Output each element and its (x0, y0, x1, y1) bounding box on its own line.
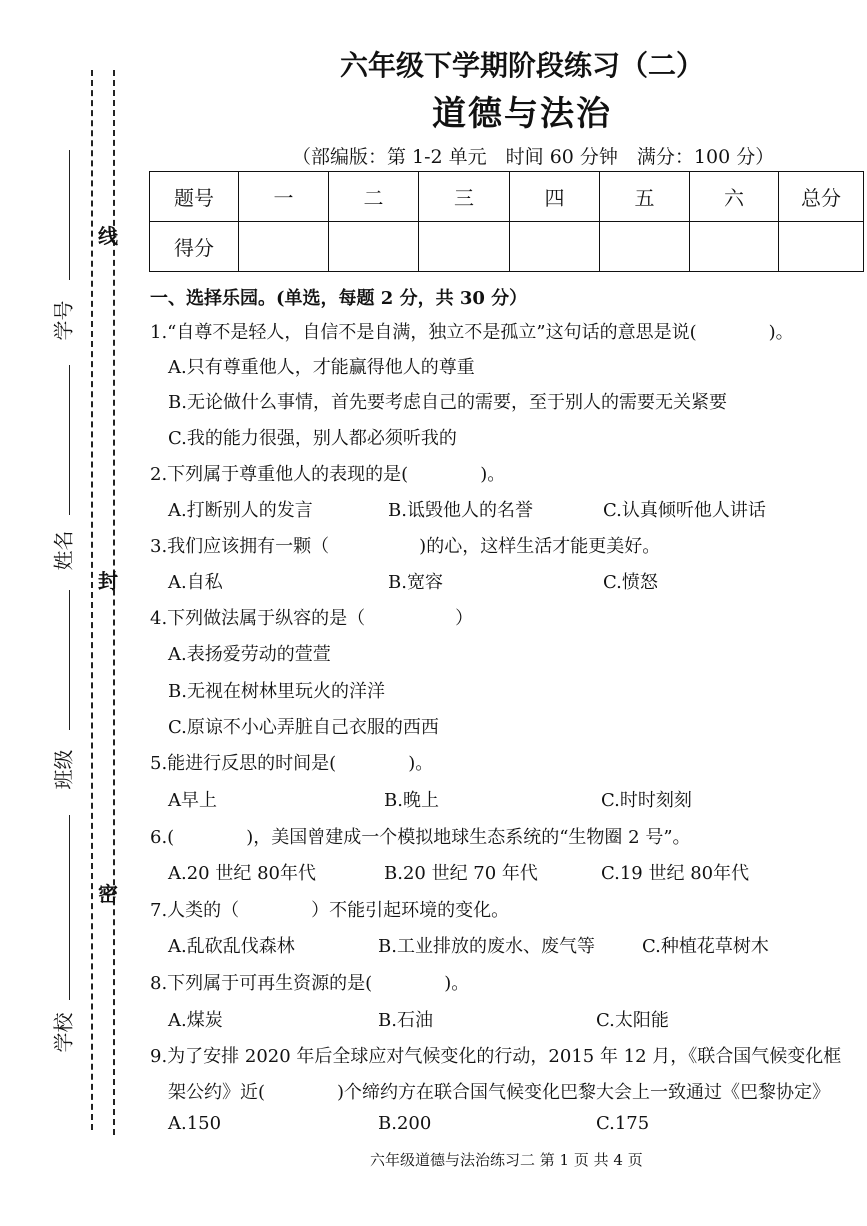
option-c: C.19 世纪 80年代 (601, 863, 750, 884)
score-cell[interactable] (600, 222, 690, 272)
score-header-cell: 一 (239, 172, 329, 222)
section-title: 一、选择乐园。(单选，每题 2 分，共 30 分） (150, 288, 528, 309)
question-stem: 8.下列属于可再生资源的是( )。 (150, 973, 470, 994)
option-c: C.原谅不小心弄脏自己衣服的西西 (168, 717, 439, 738)
option-b: B.晚上 (384, 790, 439, 811)
score-cell[interactable] (239, 222, 329, 272)
option-c: C.我的能力很强，别人都必须听我的 (168, 428, 457, 449)
score-header-cell: 二 (329, 172, 419, 222)
school-blank[interactable] (69, 815, 70, 1000)
score-cell[interactable] (329, 222, 419, 272)
seal-word-feng: 封 (98, 569, 118, 593)
option-a: A.乱砍乱伐森林 (168, 936, 295, 957)
side-label-student-id: 学号 (51, 300, 76, 341)
class-blank[interactable] (69, 590, 70, 730)
option-b: B.诋毁他人的名誉 (388, 500, 533, 521)
option-a: A.只有尊重他人，才能赢得他人的尊重 (168, 357, 475, 378)
exam-title: 六年级下学期阶段练习（二） (340, 49, 705, 82)
side-label-name: 姓名 (51, 530, 76, 571)
option-b: B.石油 (378, 1010, 433, 1031)
option-b: B.无论做什么事情，首先要考虑自己的需要，至于别人的需要无关紧要 (168, 392, 727, 413)
subject-title: 道德与法治 (432, 94, 612, 134)
option-b: B.无视在树林里玩火的洋洋 (168, 681, 385, 702)
score-table-score-row (150, 222, 864, 272)
question-stem: 2.下列属于尊重他人的表现的是( )。 (150, 464, 506, 485)
question-stem-continued: 架公约》近( )个缔约方在联合国气候变化巴黎大会上一致通过《巴黎协定》 (168, 1082, 831, 1103)
question-stem: 9.为了安排 2020 年后全球应对气候变化的行动，2015 年 12 月，《联合国气候变化框 (150, 1046, 842, 1067)
option-c: C.种植花草树木 (642, 936, 769, 957)
option-a: A.打断别人的发言 (168, 500, 313, 521)
score-cell[interactable] (510, 222, 600, 272)
option-b: B.20 世纪 70 年代 (384, 863, 538, 884)
score-table (149, 171, 864, 272)
option-a: A.150 (168, 1113, 222, 1134)
score-cell[interactable] (690, 222, 779, 272)
binding-dashed-line-outer (91, 70, 93, 1130)
name-blank[interactable] (69, 365, 70, 515)
question-stem: 3.我们应该拥有一颗（ )的心，这样生活才能更美好。 (150, 536, 661, 557)
option-b: B.200 (378, 1113, 432, 1134)
score-cell[interactable] (779, 222, 864, 272)
score-header-cell: 五 (600, 172, 690, 222)
option-c: C.时时刻刻 (601, 790, 692, 811)
option-a: A早上 (168, 790, 217, 811)
score-row-label: 得分 (150, 222, 239, 272)
option-a: A.煤炭 (168, 1010, 223, 1031)
option-b: B.工业排放的废水、废气等 (378, 936, 595, 957)
question-stem: 5.能进行反思的时间是( )。 (150, 753, 434, 774)
seal-word-xian: 线 (98, 224, 118, 248)
question-stem: 7.人类的（ ）不能引起环境的变化。 (150, 900, 510, 921)
score-header-cell: 总分 (779, 172, 864, 222)
option-c: C.太阳能 (596, 1010, 669, 1031)
option-c: C.175 (596, 1113, 650, 1134)
option-a: A.表扬爱劳动的萱萱 (168, 644, 331, 665)
score-header-cell: 三 (419, 172, 510, 222)
option-b: B.宽容 (388, 572, 443, 593)
option-a: A.自私 (168, 572, 223, 593)
option-a: A.20 世纪 80年代 (168, 863, 316, 884)
question-stem: 4.下列做法属于纵容的是（ ） (150, 608, 474, 629)
score-cell[interactable] (419, 222, 510, 272)
score-header-cell: 题号 (150, 172, 239, 222)
question-stem: 1.“自尊不是轻人，自信不是自满，独立不是孤立”这句话的意思是说( )。 (150, 322, 794, 343)
score-header-cell: 六 (690, 172, 779, 222)
exam-info: （部编版：第 1-2 单元 时间 60 分钟 满分：100 分） (292, 146, 775, 168)
page-footer: 六年级道德与法治练习二 第 1 页 共 4 页 (370, 1151, 643, 1169)
question-stem: 6.( )，美国曾建成一个模拟地球生态系统的“生物圈 2 号”。 (150, 827, 691, 848)
seal-word-mi: 密 (98, 882, 118, 906)
option-c: C.愤怒 (603, 572, 658, 593)
side-label-class: 班级 (51, 749, 76, 790)
score-table-header-row (150, 172, 864, 222)
option-c: C.认真倾听他人讲话 (603, 500, 766, 521)
score-header-cell: 四 (510, 172, 600, 222)
side-label-school: 学校 (51, 1012, 76, 1053)
student-id-blank[interactable] (69, 150, 70, 280)
